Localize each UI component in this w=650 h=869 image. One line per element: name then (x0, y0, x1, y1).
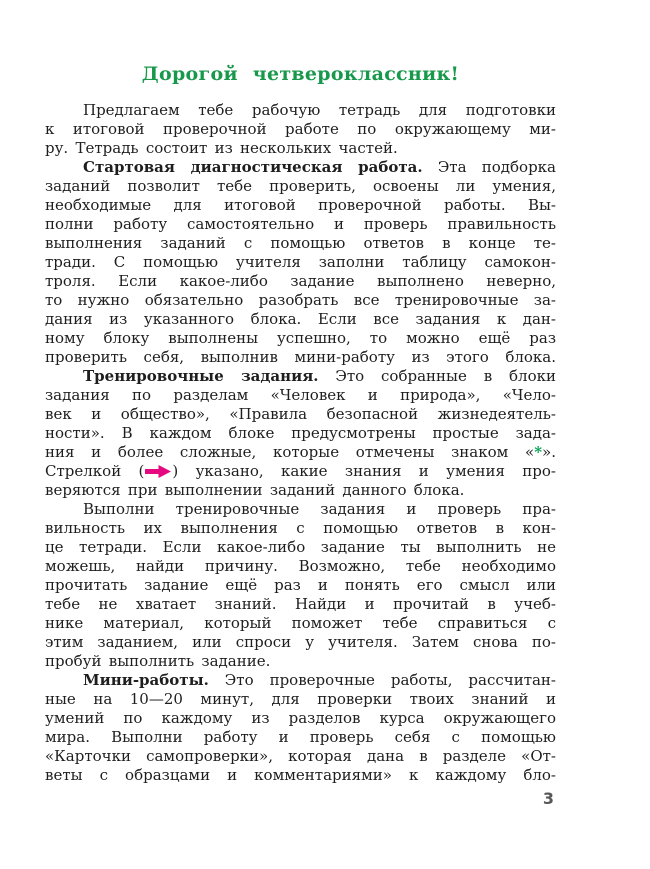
difficulty-star: * (534, 443, 543, 461)
paragraph (45, 671, 556, 785)
text-run: веряются при выполнении заданий данного блока. (45, 481, 465, 499)
text-line (45, 101, 556, 120)
page-number: 3 (542, 789, 554, 808)
text-run: прочитать задание ещё раз и понять его смысл или (45, 576, 556, 594)
text-run: вильность их выполнения с помощью ответов в кон- (45, 519, 556, 537)
text-run: задания по разделам «Человек и природа», «Чело- (45, 386, 556, 404)
text-line (45, 766, 556, 785)
text-line (45, 462, 556, 481)
text-line (45, 747, 556, 766)
text-line (45, 728, 556, 747)
paragraph (45, 158, 556, 367)
text-run: ному блоку выполнены успешно, то можно ещё раз (45, 329, 556, 347)
text-line (45, 671, 556, 690)
paragraph (45, 500, 556, 671)
text-line (45, 652, 556, 671)
text-line (45, 234, 556, 253)
text-run: ности». В каждом блоке предусмотрены простые зада- (45, 424, 556, 442)
text-line (45, 158, 556, 177)
text-run: проверить себя, выполнив мини-работу из этого блока. (45, 348, 556, 366)
text-run: Стрелкой ( (45, 462, 145, 480)
text-run: нике материал, который поможет тебе справиться с (45, 614, 556, 632)
text-line (45, 367, 556, 386)
text-run: то нужно обязательно разобрать все тренировочные за- (45, 291, 556, 309)
text-run: ру. Тетрадь состоит из нескольких частей. (45, 139, 398, 157)
text-line (45, 709, 556, 728)
text-line (45, 215, 556, 234)
text-run: ) указано, какие знания и умения про- (172, 462, 557, 480)
text-run: полни работу самостоятельно и проверь правильность (45, 215, 556, 233)
text-line (45, 576, 556, 595)
text-line (45, 405, 556, 424)
text-run: умений по каждому из разделов курса окружающего (45, 709, 556, 727)
paragraph (45, 367, 556, 500)
text-run: це тетради. Если какое-либо задание ты выполнить не (45, 538, 556, 556)
paragraph (45, 101, 556, 158)
text-run: дания из указанного блока. Если все задания к дан- (45, 310, 556, 328)
text-run: выполнения заданий с помощью ответов в конце те- (45, 234, 556, 252)
text-line (45, 291, 556, 310)
text-run: к итоговой проверочной работе по окружающему ми- (45, 120, 556, 138)
text-line (45, 557, 556, 576)
text-run: веты с образцами и комментариями» к каждому бло- (45, 766, 556, 784)
text-run: век и общество», «Правила безопасной жизнедеятель- (45, 405, 556, 423)
text-run: тради. С помощью учителя заполни таблицу самокон- (45, 253, 556, 271)
text-line (45, 177, 556, 196)
text-run: необходимые для итоговой проверочной работы. Вы- (45, 196, 556, 214)
text-run: Это собранные в блоки (318, 367, 556, 385)
text-block (45, 101, 556, 785)
text-line (45, 348, 556, 367)
text-line (45, 272, 556, 291)
text-run: Это проверочные работы, рассчитан- (208, 671, 556, 689)
text-line (45, 329, 556, 348)
text-run: Выполни тренировочные задания и проверь пра- (83, 500, 556, 518)
text-line (45, 614, 556, 633)
text-line (45, 196, 556, 215)
bold-lead: Мини-работы. (83, 671, 209, 689)
text-run: заданий позволит тебе проверить, освоены ли умения, (45, 177, 556, 195)
text-line (45, 481, 556, 500)
bold-lead: Стартовая диагностическая работа. (83, 158, 423, 176)
text-line (45, 500, 556, 519)
text-run: ». (542, 443, 556, 461)
text-line (45, 633, 556, 652)
right-arrow-icon (145, 465, 171, 478)
text-run: «Карточки самопроверки», которая дана в разделе «От- (45, 747, 556, 765)
text-line (45, 519, 556, 538)
text-run: этим заданием, или спроси у учителя. Затем снова по- (45, 633, 556, 651)
text-line (45, 595, 556, 614)
page-content (45, 0, 556, 785)
text-line (45, 424, 556, 443)
text-run: можешь, найди причину. Возможно, тебе необходимо (45, 557, 556, 575)
text-run: пробуй выполнить задание. (45, 652, 271, 670)
text-line (45, 386, 556, 405)
text-line (45, 538, 556, 557)
text-run: ния и более сложные, которые отмечены знаком « (45, 443, 535, 461)
text-run: тебе не хватает знаний. Найди и прочитай в учеб- (45, 595, 556, 613)
text-line (45, 443, 556, 462)
text-line (45, 310, 556, 329)
page-title: Дорогой четвероклассник! (141, 63, 460, 85)
text-run: Предлагаем тебе рабочую тетрадь для подготовки (83, 101, 556, 119)
text-run: мира. Выполни работу и проверь себя с помощью (45, 728, 556, 746)
text-line (45, 139, 556, 158)
text-line (45, 253, 556, 272)
text-run: троля. Если какое-либо задание выполнено неверно, (45, 272, 556, 290)
text-line (45, 120, 556, 139)
text-line (45, 690, 556, 709)
text-run: Эта подборка (422, 158, 556, 176)
text-run: ные на 10—20 минут, для проверки твоих знаний и (45, 690, 556, 708)
bold-lead: Тренировочные задания. (83, 367, 319, 385)
